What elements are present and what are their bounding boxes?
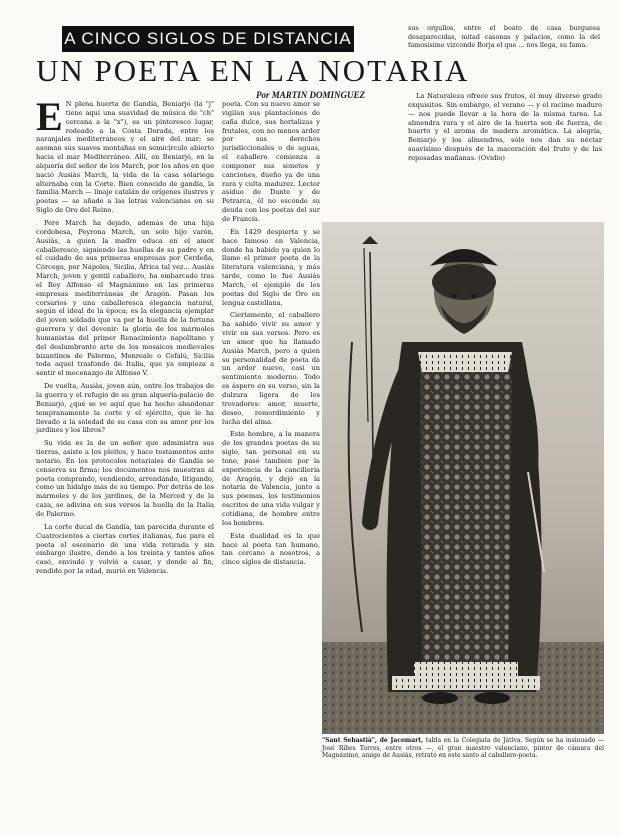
article-paragraph: Esta dualidad es la que hace al poeta tan humano, tan cercano a nosotros, a cinco siglos de distancia. (222, 531, 320, 567)
headline: UN POETA EN LA NOTARIA (36, 53, 470, 88)
saint-sebastian-painting (322, 222, 604, 734)
article-paragraph: De vuelta, Ausiàs, joven aún, entre los trabajos de la guerra y el refugio de su gran alquería-palacio de Beniarjó, ¿qué se ve aquí que ha hecho abandonar tempranamente la corte y el ejército, que le ha llevado a la soledad de su casa con su amor por los jardines y los libros? (36, 382, 214, 435)
article-paragraph: Este hombre, a la manera de los grandes poetas de su siglo, tan personal en su tono, pasó también por la experiencia de la cancillería de Aragón, y dejó en la notaría de Valencia, junto a sus poemas, los testimonios escritos de una vida vulgar y cotidiana, de hombre entre los hombres. (222, 430, 320, 527)
photo-caption (322, 737, 604, 760)
article-column-1 (36, 100, 214, 822)
top-right-text-fragment: sus orgullos, entre el boato de casa burguesa desaparecidas, mitad casonas y palacios, como la del famosísimo vizconde Borja el que ... nos llega, su fama. (408, 24, 600, 50)
article-paragraph: La corte ducal de Gandía, tan parecida durante el Cuatrocientos a ciertas cortes italianas, fue para el poeta el escenario de una vida retirada y sin embargo ilustre, donde a los treinta y tantos años casó, enviudó y volvió a casar, y donde al fin, rendido por la edad, murió en Valencia. (36, 522, 214, 576)
painting-photo (322, 222, 604, 734)
paragraph-text: N plena huerta de Gandía, Beniarjó (la "j" tiene aquí una suavidad de música de "ch" cercana a la "x"), es un pintoresco lugar, rodeado a la Costa Dorada, entre los naranjales mediterráneos y el aire del mar; se asoman sus suaves montañas en semicírculo abierto hacia el mar Mediterráneo. Allí, en Beniarjó, en la alquería del señor de los March, por los años en que nació Ausiàs March, la vida de la casa solariega alternaba con la Corte. Bien conocido de gandía, la familia March — linaje catalán de orígenes ilustres y poetas — se añade a las letras valencianas en su Siglo de Oro del Reino. (36, 100, 214, 215)
caption-text: tabla en la Colegiata de Játiva. Según se ha insinuado — José Ribes Torres, entre otros —, el gran maestro valenciano, pintor de cámara del Magnánimo, amigo de Ausiàs, retrató en este santo al caballero-poeta. (322, 737, 604, 760)
drop-cap: E (36, 100, 63, 139)
article-column-3 (408, 92, 602, 220)
article-paragraph: poeta. Con su nuevo amor se vigilan sus plantaciones de caña dulce, sus hortalizas y frutales, con no menos ardor por sus derechos jurisdiccionales o de aguas, el caballero comienza a componer sus sonetos y canciones, dueño ya de una rara y culta madurez. Lector asiduo de Dante y de Petrarca, él no esconde su deuda con los poetas del sur de Francia. (222, 100, 320, 223)
article-paragraph (36, 100, 214, 215)
byline: Por MARTIN DOMINGUEZ (256, 90, 366, 100)
section-kicker: A CINCO SIGLOS DE DISTANCIA (62, 26, 354, 52)
article-paragraph: La Naturaleza ofrece sus frutos, él muy diverso grado exquisitos. Sin embargo, el verano — y el racimo maduro — nos puede llevar a la hora de la misma tarea. La almendra rara y el aire de la huerta son de fuerza, de huerto y el aroma de madera aromática. La alegría, Beniarjó y los almendros, sólo nos dan su néctar suavísimo después de la maceración del fruto y de las reposadas mañanas. (Ovidio) (408, 92, 602, 162)
article-column-2 (222, 100, 320, 822)
article-paragraph: Ciertamente, el caballero ha sabido vivir su amor y vivir en sus versos. Pero es un amor que ha llamado Ausiàs March, pero a quien su personalidad de poeta da un ardor nuevo, casi un sentimiento moderno. Todo es áspero en su verso, sin la dulzura ligera de los trovadores: amor, muerte, deseo, remordimiento y lucha del alma. (222, 311, 320, 426)
brocade-tunic (420, 362, 512, 677)
article-paragraph: En 1429 despierta y se hace famoso en Valencia, donde ha habido ya quien lo llame el primer poeta de la literatura valenciana, y más tarde, como lo fue Ausiàs March, el ejemplo de los poetas del Siglo de Oro en lengua castellana. (222, 227, 320, 307)
caption-lead: "Sant Sebastià", de Jacomart, (322, 737, 424, 744)
article-paragraph: Pere March ha dejado, además de una hija cordobesa, Peyrona March, un solo hijo varón, Ausiàs, a quien la madre educa en el amor caballeresco, siguiendo las huellas de su padre y en el cuidado de sus primeras empresas por Cerdeña, Córcega, por Nápoles, Sicilia, África tal vez... Ausiàs March, joven y gentil caballero, ha embarcado tras el Rey Alfonso el Magnánimo en las primeras empresas mediterráneas de Aragón. Pasan los corsarios y una caballeresca elegancia natural, según el ideal de la época; es la elegancia ejemplar del joven soldado que va por la huella de la fortuna guerrera y del devenir: la gloria de los mármoles humanistas del primer Renacimiento napolitano y del deslumbrante arte de los mosaicos medievales bizantinos de Palermo, Monreale o Cefalú, Sicilia toda aquel trasfondo de Italia, que ya empieza a sentir el mecenazgo de Alfonso V. (36, 218, 214, 378)
article-paragraph: Su vida es la de un señor que administra sus tierras, asiste a los pleitos, y hace testamentos ante notario. En los protocolos notariales de Gandía se conserva su firma; los documentos nos muestran al poeta comprando, vendiendo, arrendando, litigando, como un hidalgo más de su tiempo. Por detrás de los mármoles y de los jardines, de la Merced y de la caza, se adivina en sus versos la huella de la Italia de Palermo. (36, 439, 214, 518)
